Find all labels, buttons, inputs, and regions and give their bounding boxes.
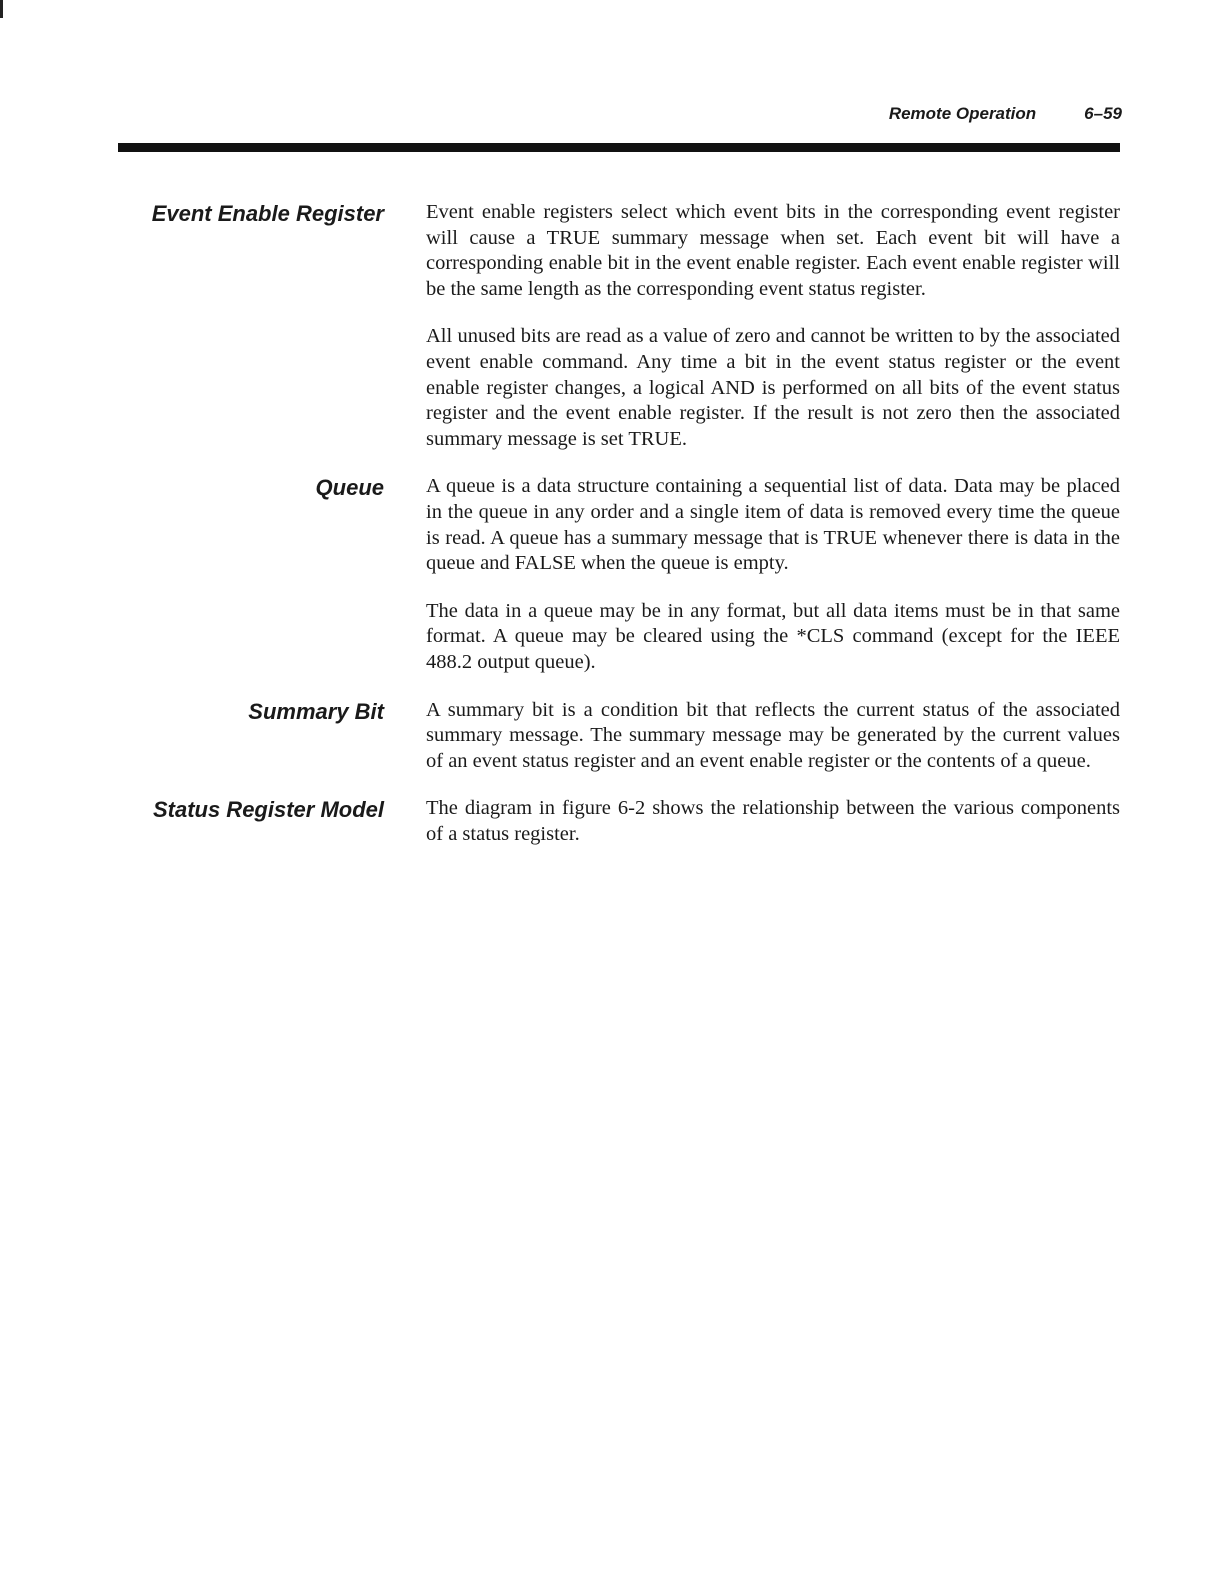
content <box>96 200 1120 847</box>
paragraph: A queue is a data structure containing a sequential list of data. Data may be placed in the queue in any order and a single item of data is removed every time the queue is read. A queue has a summary message that is TRUE whenever there is data in the queue and FALSE when the queue is empty. <box>426 475 1120 575</box>
entry-heading: Event Enable Register <box>151 201 384 226</box>
paragraph: A summary bit is a condition bit that reflects the current status of the associated summary message. The summary message may be generated by the current values of an event status register and an event enable register or the contents of a queue. <box>426 698 1120 772</box>
page-number: 6–59 <box>1084 104 1122 123</box>
entry-status-register-model <box>96 796 1120 847</box>
header-rule <box>118 143 1120 152</box>
entry-body <box>426 698 1120 775</box>
scan-edge-mark <box>0 0 3 18</box>
entry-queue <box>96 474 1120 675</box>
entry-heading: Status Register Model <box>152 797 384 823</box>
entry-event-enable-register <box>96 200 1120 452</box>
entry-heading: Summary Bit <box>248 698 384 724</box>
paragraph: All unused bits are read as a value of zero and cannot be written to by the associated event enable command. Any time a bit in the event status register or the event enable register changes, a logical AND is performed on all bits of the event status register and the event enable register. If the result is not zero then the associated summary message is set TRUE. <box>426 325 1120 450</box>
entry-summary-bit <box>96 698 1120 775</box>
running-header <box>889 104 1122 124</box>
paragraph: Event enable registers select which event bits in the corresponding event register will cause a TRUE summary message when set. Each event bit will have a corresponding enable bit in the event enable register. Each event enable register will be the same length as the corresponding event status register. <box>426 201 1120 300</box>
paragraph: The data in a queue may be in any format, but all data items must be in that same format. A queue may be cleared using the *CLS command (except for the IEEE 488.2 output queue). <box>426 599 1120 673</box>
paragraph: The diagram in figure 6-2 shows the relationship between the various components of a status register. <box>426 797 1120 845</box>
section-title: Remote Operation <box>888 104 1037 123</box>
entry-body <box>426 796 1120 847</box>
entry-body <box>426 200 1120 452</box>
entry-body <box>426 474 1120 675</box>
entry-heading: Queue <box>315 475 384 501</box>
